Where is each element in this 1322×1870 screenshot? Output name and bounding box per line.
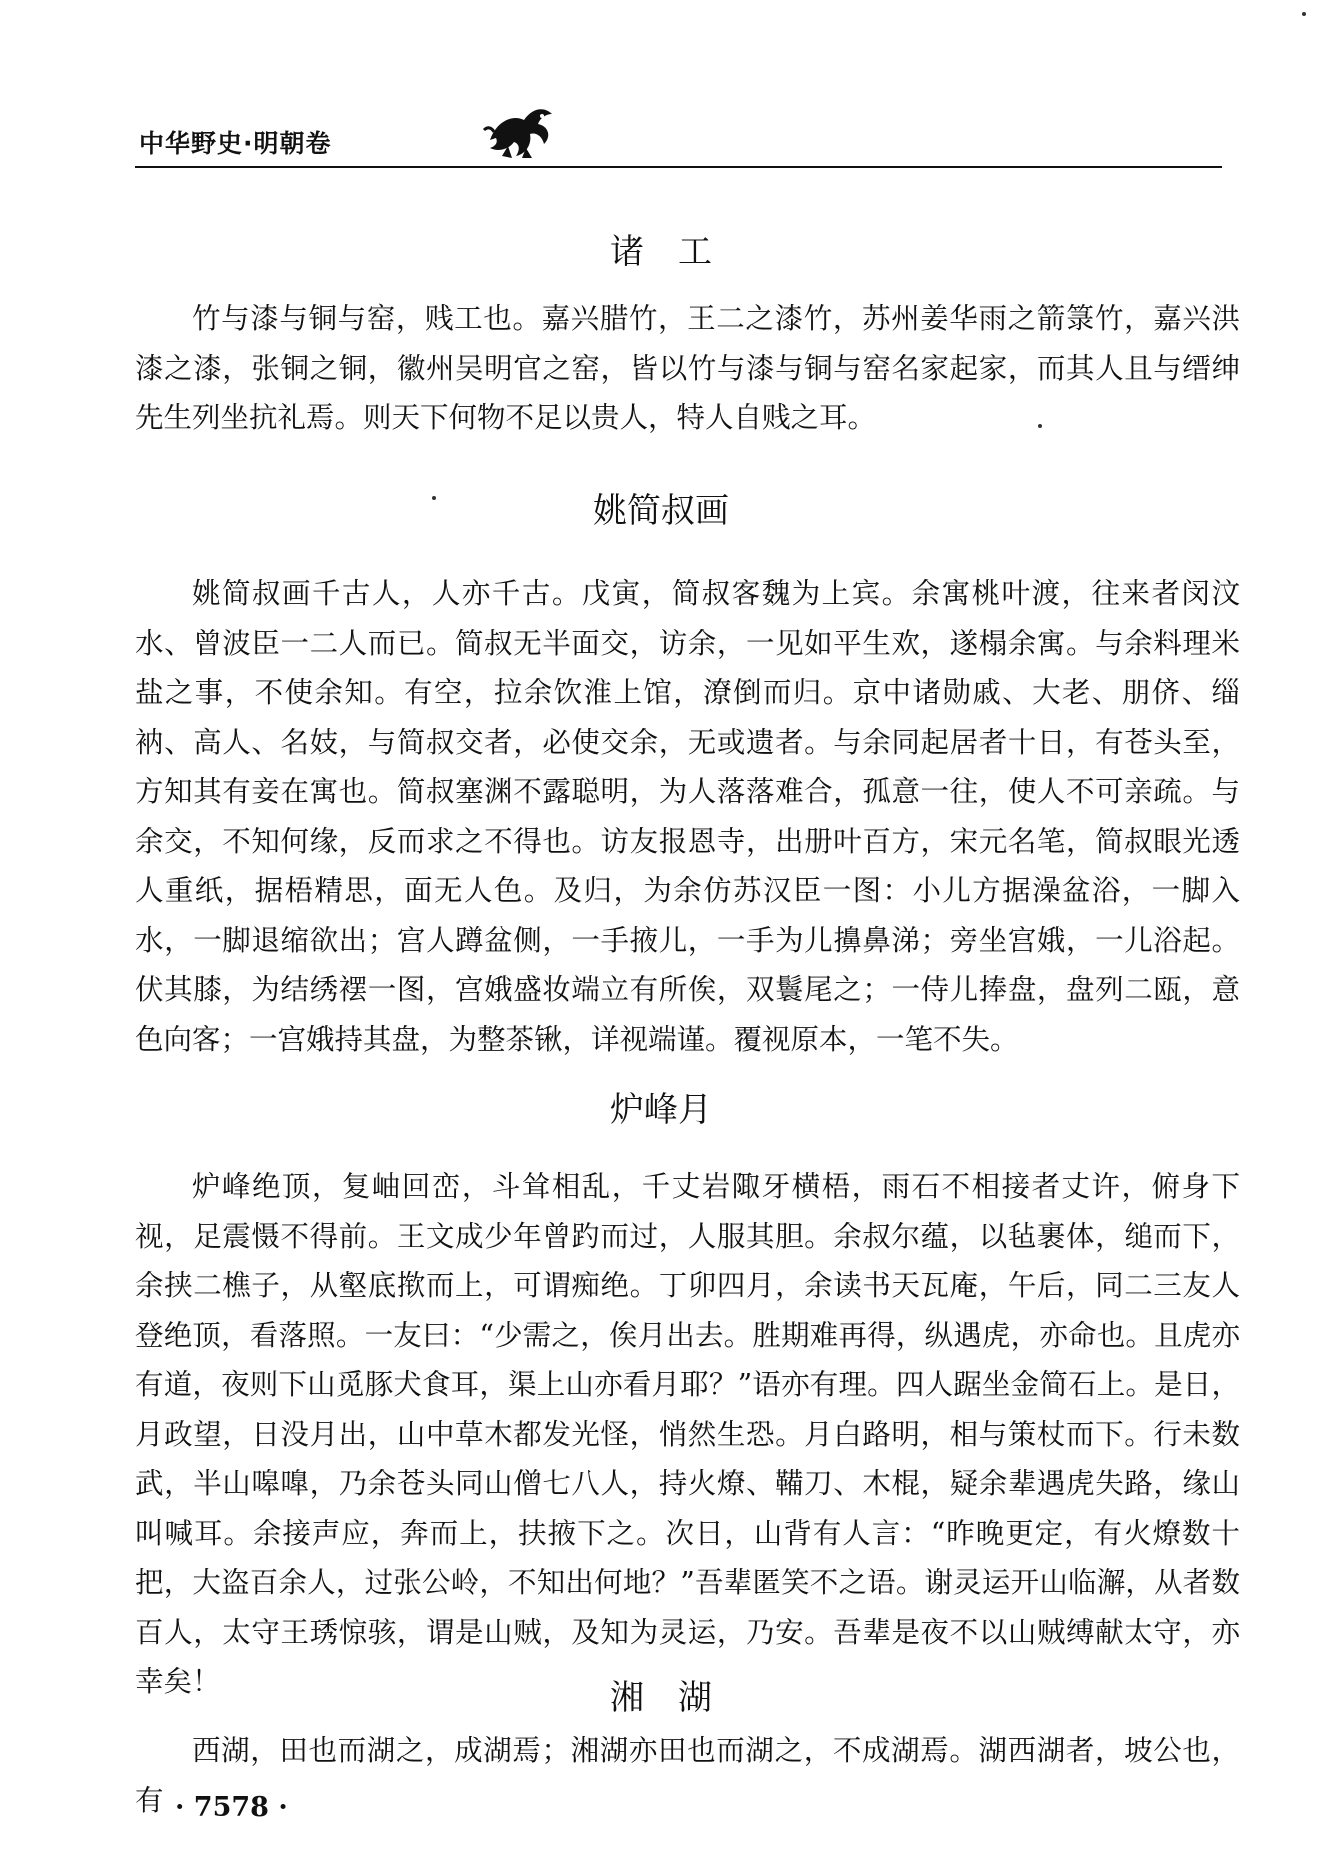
section-title-yao-jianshu: 姚简叔画 <box>593 491 729 531</box>
section-body-zhugong: 竹与漆与铜与窑，贱工也。嘉兴腊竹，王二之漆竹，苏州姜华雨之箭箓竹，嘉兴洪漆之漆，张铜之铜，徽州吴明官之窑，皆以竹与漆与铜与窑名家起家，而其人且与缙绅先生列坐抗礼焉。则天下何物不足以贵人，特人自贱之耳。 <box>135 302 1240 434</box>
page-number: · 7578 · <box>175 1792 288 1823</box>
section-title-lufengyue: 炉峰月 <box>610 1090 712 1130</box>
scan-speck <box>1038 424 1042 428</box>
scan-speck <box>1302 12 1306 16</box>
dragon-emblem-icon <box>482 100 556 162</box>
scan-speck <box>432 496 436 500</box>
section-body-lufengyue: 炉峰绝顶，复岫回峦，斗耸相乱，千丈岩陬牙横梧，雨石不相接者丈许，俯身下视，足震慑不得前。王文成少年曾趵而过，人服其胆。余叔尔蕴，以毡裹体，缒而下，余挟二樵子，从壑底揿而上，可谓痴绝。丁卯四月，余读书天瓦庵，午后，同二三友人登绝顶，看落照。一友曰：“少需之，俟月出去。胜期难再得，纵遇虎，亦命也。且虎亦有道，夜则下山觅豚犬食耳，渠上山亦看月耶？”语亦有理。四人踞坐金简石上。是日，月政望，日没月出，山中草木都发光怪，悄然生恐。月白路明，相与策杖而下。行未数武，半山嗥嘷，乃余苍头同山僧七八人，持火燎、鞴刀、木棍，疑余辈遇虎失路，缘山叫喊耳。余接声应，奔而上，扶掖下之。次日，山背有人言：“昨晚更定，有火燎数十把，大盗百余人，过张公岭，不知出何地？”吾辈匿笑不之语。谢灵运开山临澥，从者数百人，太守王琇惊骇，谓是山贼，及知为灵运，乃安。吾辈是夜不以山贼缚献太守，亦幸矣！ <box>135 1170 1240 1698</box>
section-title-zhugong: 诸 工 <box>610 232 712 272</box>
section-body-xianghu: 西湖，田也而湖之，成湖焉；湘湖亦田也而湖之，不成湖焉。湖西湖者，坡公也，有 <box>135 1734 1240 1817</box>
section-title-xianghu: 湘 湖 <box>610 1678 712 1718</box>
section-body-yao-jianshu: 姚简叔画千古人，人亦千古。戊寅，简叔客魏为上宾。余寓桃叶渡，往来者闵汶水、曾波臣一二人而已。简叔无半面交，访余，一见如平生欢，遂榻余寓。与余料理米盐之事，不使余知。有空，拉余饮淮上馆，潦倒而归。京中诸勋戚、大老、朋侪、缁衲、高人、名妓，与简叔交者，必使交余，无或遗者。与余同起居者十日，有苍头至，方知其有妾在寓也。简叔塞渊不露聪明，为人落落难合，孤意一往，使人不可亲疏。与余交，不知何缘，反而求之不得也。访友报恩寺，出册叶百方，宋元名笔，简叔眼光透人重纸，据梧精思，面无人色。及归，为余仿苏汉臣一图：小儿方据澡盆浴，一脚入水，一脚退缩欲出；宫人蹲盆侧，一手掖儿，一手为儿擤鼻涕；旁坐宫娥，一儿浴起。伏其膝，为结绣䙓一图，宫娥盛妆端立有所俟，双鬟尾之；一侍儿捧盘，盘列二瓯，意色向客；一宫娥持其盘，为整茶锹，详视端谨。覆视原本，一笔不失。 <box>135 577 1240 1056</box>
running-header <box>135 100 1222 172</box>
book-title: 中华野史·明朝卷 <box>139 129 332 158</box>
header-rule <box>135 166 1222 168</box>
